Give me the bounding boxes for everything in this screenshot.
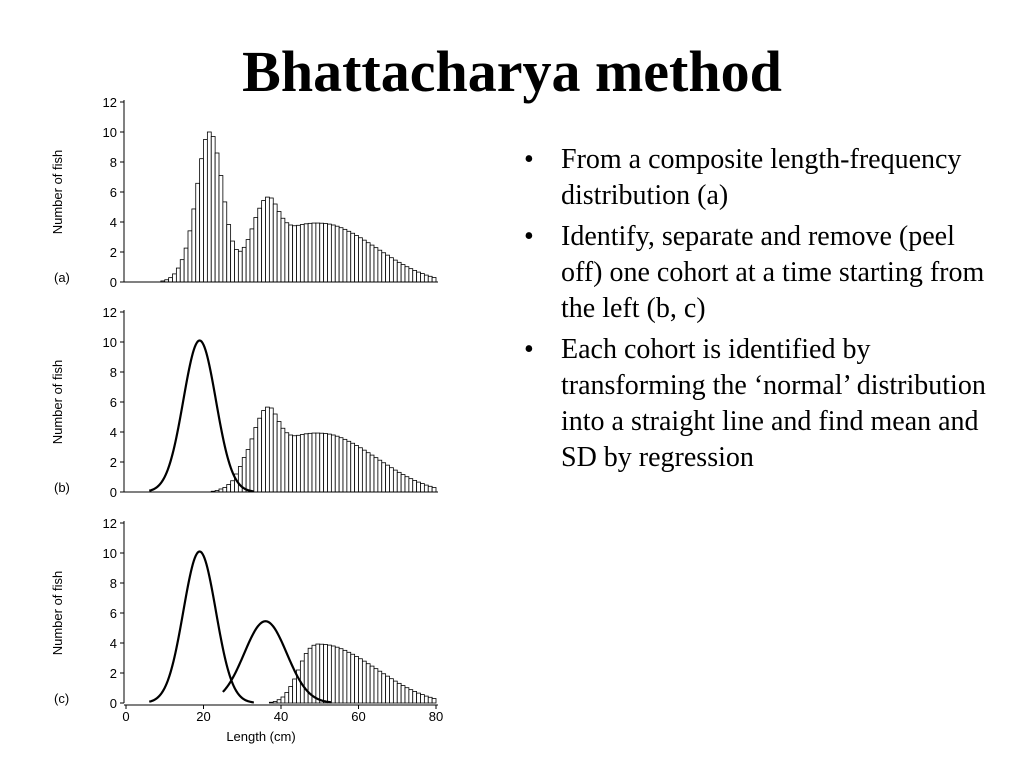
histogram-bar <box>428 486 432 492</box>
y-tick-label: 10 <box>102 125 117 140</box>
y-tick-label: 8 <box>109 155 117 170</box>
histogram-bar <box>397 472 401 492</box>
y-tick-label: 12 <box>102 305 117 320</box>
histogram-bar <box>432 278 436 283</box>
histogram-bar <box>273 414 277 492</box>
histogram-bar <box>378 671 382 703</box>
histogram-bar <box>200 159 204 282</box>
histogram-bar <box>335 436 339 492</box>
histogram-bar <box>355 236 359 283</box>
histogram-bar <box>390 258 394 282</box>
y-tick-label: 12 <box>102 516 117 531</box>
histogram-bar <box>386 255 390 282</box>
histogram-bar <box>390 468 394 492</box>
y-tick-label: 2 <box>109 455 117 470</box>
panel-label: (b) <box>54 480 70 495</box>
histogram-bar <box>331 646 335 703</box>
histogram-bar <box>293 679 297 703</box>
histogram-bar <box>231 481 235 492</box>
histogram-bar <box>397 683 401 703</box>
y-tick-label: 6 <box>109 395 117 410</box>
histogram-bar <box>339 649 343 703</box>
histogram-bar <box>215 153 219 282</box>
histogram-bar <box>285 693 289 704</box>
histogram-bar <box>227 485 231 493</box>
histogram-bar <box>343 650 347 703</box>
histogram-bar <box>405 267 409 282</box>
bullet-dot-icon: • <box>524 144 534 175</box>
histogram-bar <box>281 428 285 492</box>
histogram-bar <box>192 209 196 282</box>
histogram-bar <box>289 687 293 704</box>
histogram-bar <box>285 223 289 282</box>
x-tick-label: 20 <box>196 709 211 724</box>
x-tick-label: 0 <box>122 709 130 724</box>
histogram-bar <box>304 434 308 492</box>
histogram-bar <box>184 248 188 282</box>
histogram-bar <box>324 645 328 704</box>
y-tick-label: 10 <box>102 335 117 350</box>
histogram-bar <box>223 488 227 493</box>
histogram-bar <box>413 691 417 703</box>
histogram-bar <box>355 657 359 704</box>
histogram-bar <box>362 240 366 282</box>
histogram-bar <box>300 435 304 492</box>
histogram-bar <box>359 659 363 703</box>
y-tick-label: 4 <box>109 215 117 230</box>
histogram-bar <box>173 274 177 282</box>
bullet-item-3 <box>518 332 988 476</box>
histogram-bar <box>324 434 328 493</box>
histogram-bar <box>401 265 405 282</box>
histogram-bar <box>359 448 363 492</box>
x-tick-label: 40 <box>273 709 289 724</box>
histogram-bar <box>254 428 258 493</box>
histogram-bar <box>246 450 250 492</box>
histogram-bar <box>421 484 425 492</box>
histogram-bar <box>277 700 281 703</box>
histogram-bar <box>355 446 359 493</box>
histogram-bar <box>304 654 308 704</box>
y-tick-label: 0 <box>109 485 117 500</box>
y-tick-label: 8 <box>109 365 117 380</box>
histogram-bar <box>316 644 320 703</box>
panel-label: (c) <box>54 691 70 706</box>
histogram-bar <box>401 475 405 492</box>
histogram-bar <box>428 697 432 703</box>
bullet-item-2 <box>518 219 988 327</box>
y-tick-label: 4 <box>109 636 117 651</box>
bullet-dot-icon: • <box>524 221 534 252</box>
histogram-bar <box>289 435 293 492</box>
histogram-bar <box>417 693 421 703</box>
histogram-bar <box>366 664 370 703</box>
histogram-bar <box>312 645 316 703</box>
histogram-bar <box>293 226 297 282</box>
histogram-bar <box>246 240 250 282</box>
bullet-text-2: Identify, separate and remove (peel off) one cohort at a time starting from the left (b, c) <box>561 221 985 324</box>
histogram-bar <box>413 270 417 282</box>
histogram-bar <box>188 231 192 282</box>
histogram-bar <box>362 450 366 492</box>
length-frequency-charts <box>40 90 470 755</box>
histogram-bar <box>169 278 173 282</box>
histogram-bar <box>304 224 308 282</box>
histogram-bar <box>328 224 332 282</box>
y-tick-label: 0 <box>109 696 117 711</box>
histogram-bar <box>351 233 355 282</box>
histogram-bar <box>235 249 239 282</box>
histogram-bar <box>289 225 293 282</box>
histogram-bar <box>331 225 335 282</box>
histogram-bar <box>362 661 366 703</box>
y-tick-label: 4 <box>109 425 117 440</box>
y-tick-label: 8 <box>109 576 117 591</box>
histogram-bar <box>269 198 273 282</box>
histogram-bar <box>386 676 390 703</box>
histogram-bar <box>231 241 235 282</box>
chart-panel-2 <box>50 516 443 744</box>
histogram-bar <box>320 223 324 282</box>
histogram-bar <box>250 229 254 282</box>
histogram-bar <box>417 482 421 492</box>
histogram-bar <box>405 477 409 492</box>
histogram-bar <box>432 488 436 493</box>
histogram-bar <box>297 435 301 492</box>
histogram-bar <box>266 197 270 282</box>
histogram-bar <box>262 411 266 492</box>
histogram-bar <box>424 485 428 492</box>
histogram-bar <box>393 470 397 492</box>
histogram-bar <box>366 453 370 492</box>
histogram-bar <box>335 647 339 703</box>
histogram-bar <box>424 696 428 703</box>
histogram-bar <box>409 269 413 282</box>
histogram-bar <box>413 480 417 492</box>
histogram-bar <box>254 218 258 283</box>
y-axis-label: Number of fish <box>50 570 65 656</box>
histogram-bar <box>351 443 355 492</box>
histogram-bar <box>374 669 378 703</box>
histogram-bar <box>374 248 378 282</box>
chart-panel-1 <box>50 305 438 500</box>
histogram-bar <box>405 688 409 703</box>
histogram-bar <box>424 275 428 282</box>
histogram-bar <box>320 644 324 703</box>
x-axis-label: Length (cm) <box>226 729 296 744</box>
histogram-bar <box>312 433 316 492</box>
histogram-bar <box>378 460 382 492</box>
y-tick-label: 2 <box>109 666 117 681</box>
histogram-bar <box>390 679 394 703</box>
histogram-bar <box>219 176 223 283</box>
histogram-bar <box>223 202 227 282</box>
bullet-list <box>518 142 988 481</box>
histogram-bar <box>269 408 273 492</box>
histogram-bar <box>409 690 413 703</box>
histogram-bar <box>266 407 270 492</box>
histogram-bar <box>382 253 386 282</box>
histogram-bar <box>386 465 390 492</box>
histogram-bar <box>250 439 254 492</box>
histogram-bar <box>382 463 386 492</box>
y-axis-label: Number of fish <box>50 359 65 445</box>
histogram-bar <box>343 439 347 492</box>
histogram-bar <box>316 223 320 282</box>
histogram-bar <box>378 250 382 282</box>
bullet-text-1: From a composite length-frequency distribution (a) <box>561 144 962 211</box>
histogram-bar <box>409 479 413 492</box>
histogram-bar <box>269 702 273 703</box>
histogram-bar <box>382 674 386 703</box>
histogram-bar <box>300 225 304 282</box>
histogram-bar <box>432 699 436 704</box>
histogram-bar <box>421 695 425 703</box>
histogram-bar <box>370 455 374 492</box>
histogram-bar <box>258 208 262 282</box>
histogram-bar <box>374 458 378 492</box>
histogram-bar <box>335 226 339 282</box>
slide-title: Bhattacharya method <box>242 39 782 104</box>
x-tick-label: 60 <box>351 709 366 724</box>
y-tick-label: 2 <box>109 245 117 260</box>
histogram-bar <box>347 441 351 492</box>
histogram-bar <box>176 268 180 282</box>
histogram-bar <box>347 231 351 282</box>
histogram-bar <box>421 274 425 282</box>
histogram-bar <box>328 645 332 703</box>
y-tick-label: 10 <box>102 546 117 561</box>
histogram-bar <box>297 225 301 282</box>
histogram-bar <box>339 438 343 492</box>
histogram-bar <box>277 422 281 493</box>
panel-label: (a) <box>54 270 70 285</box>
chart-panel-0 <box>50 95 438 290</box>
histogram-bar <box>343 229 347 282</box>
histogram-bar <box>238 251 242 282</box>
bullet-item-1 <box>518 142 988 214</box>
histogram-bar <box>293 436 297 492</box>
histogram-bar <box>316 433 320 492</box>
histogram-bar <box>339 228 343 282</box>
histogram-bar <box>324 224 328 283</box>
histogram-bar <box>393 681 397 703</box>
histogram-bar <box>347 652 351 703</box>
histogram-bar <box>180 260 184 282</box>
histogram-bar <box>262 201 266 282</box>
histogram-bar <box>211 137 215 283</box>
histogram-bar <box>351 654 355 703</box>
histogram-bar <box>366 243 370 282</box>
histogram-bar <box>331 435 335 492</box>
x-tick-label: 80 <box>428 709 444 724</box>
histogram-bar <box>242 247 246 282</box>
normal-curve <box>149 552 254 703</box>
bullet-text-3: Each cohort is identified by transforming the ‘normal’ distribution into a straight line and find mean and SD by regression <box>561 334 986 473</box>
histogram-bar <box>196 183 200 282</box>
histogram-bar <box>238 467 242 493</box>
histogram-bar <box>401 686 405 703</box>
y-tick-label: 6 <box>109 185 117 200</box>
histogram-bar <box>227 225 231 282</box>
histogram-bar <box>370 666 374 703</box>
histogram-bar <box>320 433 324 492</box>
histogram-bar <box>308 433 312 492</box>
histogram-bar <box>328 434 332 492</box>
y-tick-label: 6 <box>109 606 117 621</box>
histogram-bar <box>258 418 262 492</box>
y-tick-label: 12 <box>102 95 117 110</box>
histogram-bar <box>397 262 401 282</box>
histogram-bar <box>308 223 312 282</box>
histogram-bar <box>277 212 281 283</box>
y-tick-label: 0 <box>109 275 117 290</box>
length-frequency-figure <box>40 90 470 755</box>
histogram-bar <box>417 272 421 282</box>
histogram-bar <box>285 433 289 492</box>
histogram-bar <box>312 223 316 282</box>
histogram-bar <box>428 276 432 282</box>
histogram-bar <box>204 140 208 283</box>
histogram-bar <box>273 702 277 704</box>
histogram-bar <box>370 245 374 282</box>
bullet-dot-icon: • <box>524 334 534 365</box>
histogram-bar <box>273 204 277 282</box>
histogram-bar <box>207 132 211 282</box>
histogram-bar <box>393 260 397 282</box>
histogram-bar <box>281 218 285 282</box>
histogram-bar <box>359 238 363 282</box>
histogram-bar <box>281 697 285 703</box>
y-axis-label: Number of fish <box>50 149 65 235</box>
